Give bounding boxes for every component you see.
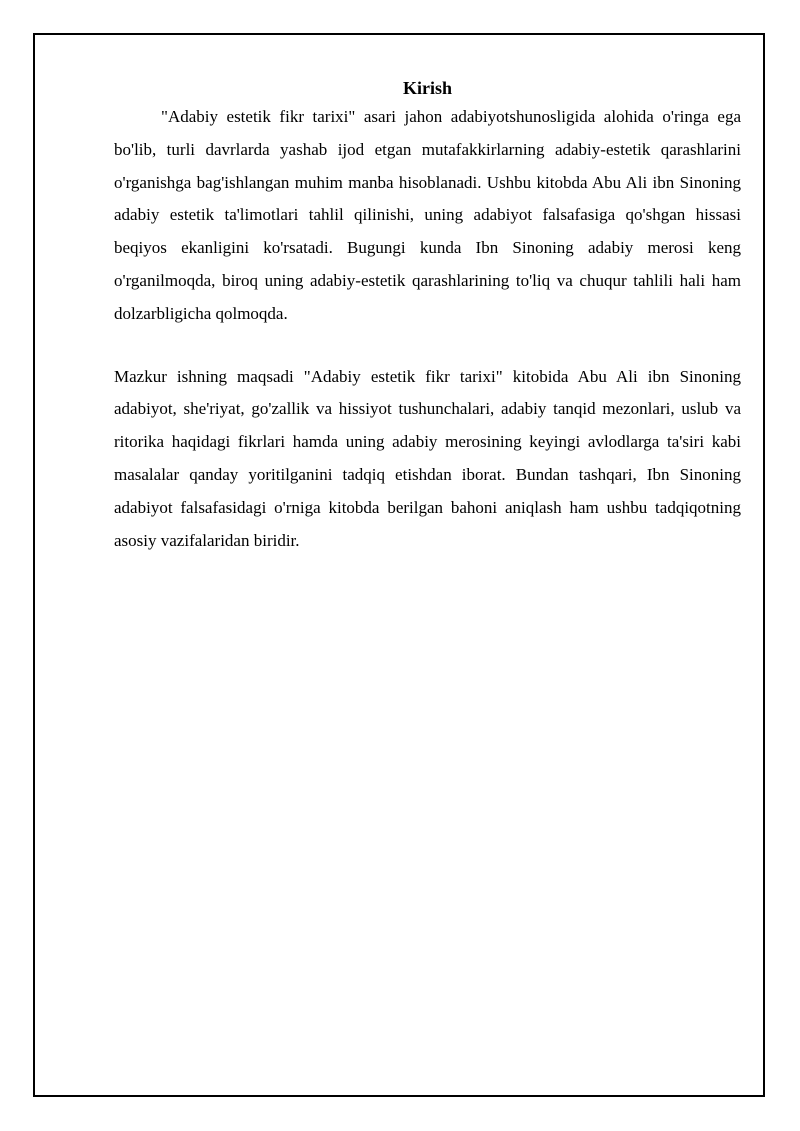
document-body — [114, 75, 741, 557]
paragraph-purpose: Mazkur ishning maqsadi "Adabiy estetik fikr tarixi" kitobida Abu Ali ibn Sinoning adabiyot, she'riyat, go'zallik va hissiyot tushunchalari, adabiy tanqid mezonlari, uslub va ritorika haqidagi fikrlari hamda uning adabiy merosining keyingi avlodlarga ta'siri kabi masalalar qanday yoritilganini tadqiq etishdan iborat. Bundan tashqari, Ibn Sinoning adabiyot falsafasidagi o'rniga kitobda berilgan bahoni aniqlash ham ushbu tadqiqotning asosiy vazifalaridan biridir. — [114, 366, 741, 550]
document-title: Kirish — [402, 78, 452, 98]
paragraph-intro: "Adabiy estetik fikr tarixi" asari jahon adabiyotshunosligida alohida o'ringa ega bo'lib, turli davrlarda yashab ijod etgan mutafakkirlarning adabiy-estetik qarashlarini o'rganishga bag'ishlangan muhim manba hisoblanadi. Ushbu kitobda Abu Ali ibn Sinoning adabiy estetik ta'limotlari tahlil qilinishi, uning adabiyot falsafasiga qo'shgan hissasi beqiyos ekanligini ko'rsatadi. Bugungi kunda Ibn Sinoning adabiy merosi keng o'rganilmoqda, biroq uning adabiy-estetik qarashlarining to'liq va chuqur tahlili hali ham dolzarbligicha qolmoqda. — [114, 107, 741, 323]
